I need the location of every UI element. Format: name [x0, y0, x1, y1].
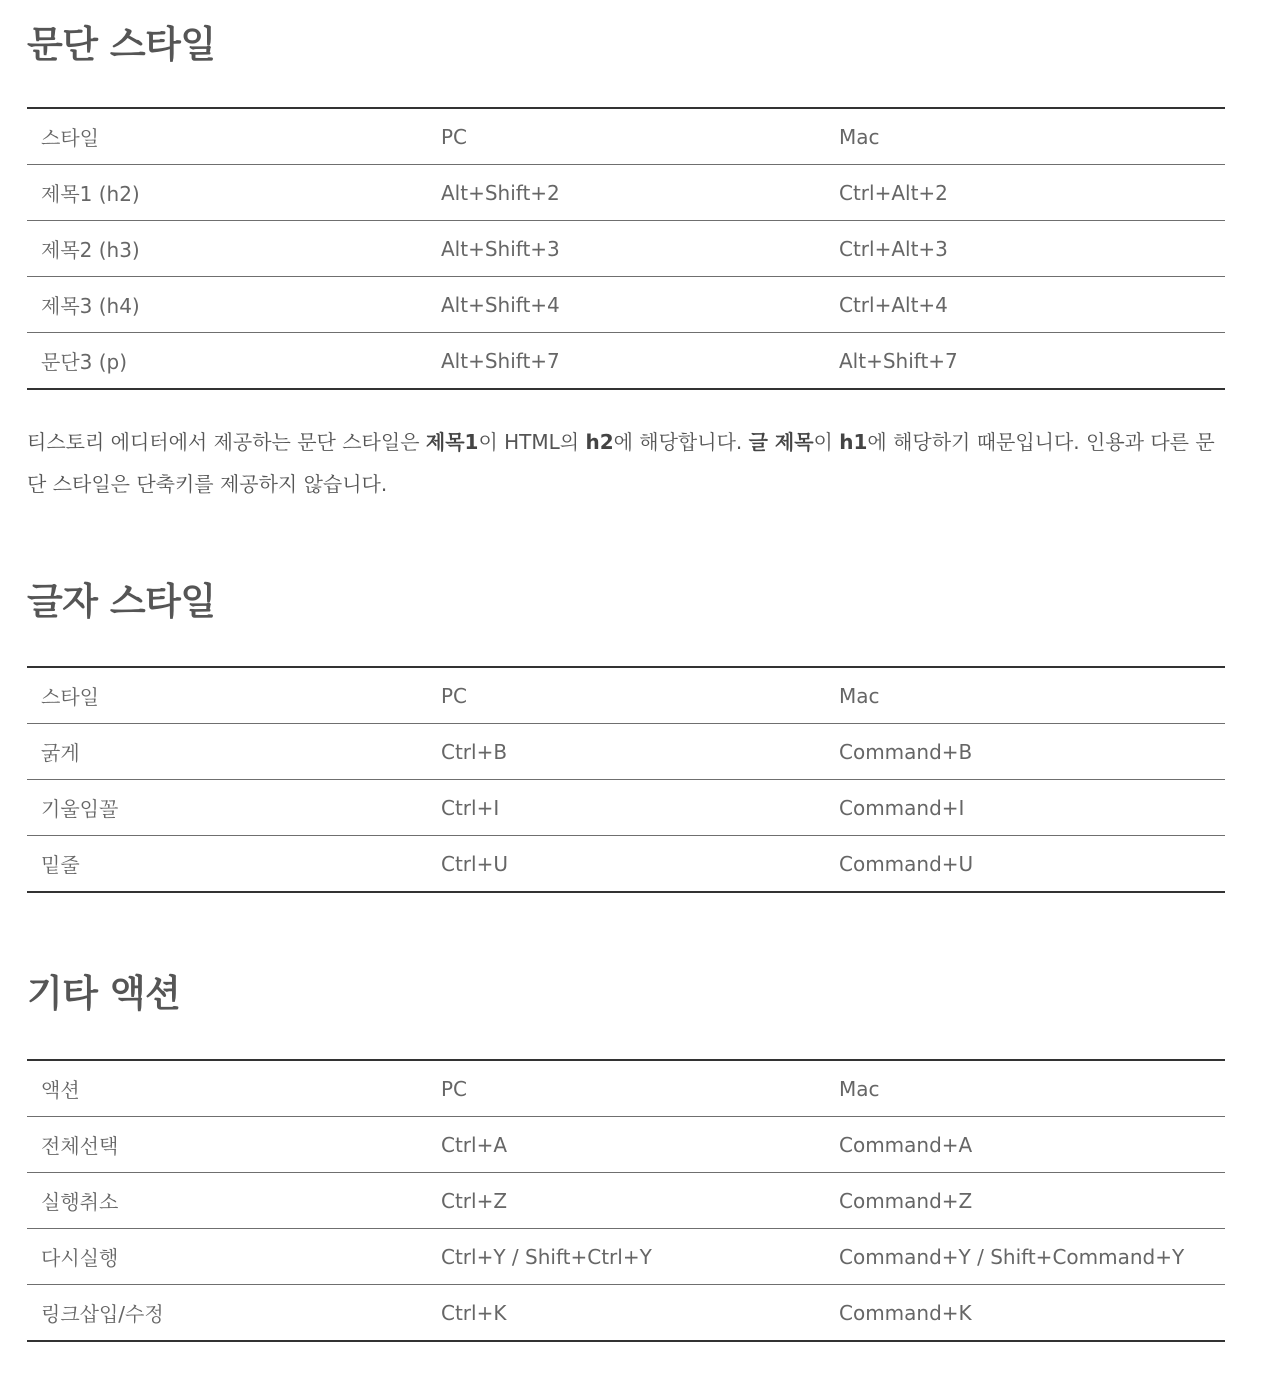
desc-text: 티스토리 에디터에서 제공하는 문단 스타일은 — [27, 430, 426, 454]
desc-bold: 제목1 — [425, 430, 479, 454]
table-cell: 제목1 (h2) — [27, 165, 427, 221]
text-style-table — [27, 666, 1225, 893]
paragraph-style-description — [27, 421, 1225, 505]
table-cell: Command+K — [825, 1285, 1225, 1342]
table-cell: Ctrl+Alt+2 — [825, 165, 1225, 221]
table-cell: Ctrl+I — [427, 780, 825, 836]
header-cell: PC — [427, 108, 825, 165]
table-cell: Command+U — [825, 836, 1225, 893]
header-cell: 스타일 — [27, 667, 427, 724]
section-title-text-style: 글자 스타일 — [27, 580, 216, 623]
table-cell: Command+Z — [825, 1173, 1225, 1229]
table-header-row — [27, 1060, 1225, 1117]
header-cell: Mac — [825, 1060, 1225, 1117]
table-cell: Alt+Shift+2 — [427, 165, 825, 221]
table-cell: Alt+Shift+4 — [427, 277, 825, 333]
table-row — [27, 277, 1225, 333]
table-cell: 제목2 (h3) — [27, 221, 427, 277]
table-cell: Ctrl+Z — [427, 1173, 825, 1229]
header-cell: PC — [427, 667, 825, 724]
table-header-row — [27, 667, 1225, 724]
table-cell: 다시실행 — [27, 1229, 427, 1285]
header-cell: 액션 — [27, 1060, 427, 1117]
table-cell: Command+I — [825, 780, 1225, 836]
table-cell: 실행취소 — [27, 1173, 427, 1229]
table-cell: Ctrl+Alt+3 — [825, 221, 1225, 277]
header-cell: Mac — [825, 667, 1225, 724]
table-row — [27, 221, 1225, 277]
desc-bold: 글 제목 — [748, 430, 814, 454]
table-cell: Command+B — [825, 724, 1225, 780]
table-row — [27, 1229, 1225, 1285]
table-cell: 제목3 (h4) — [27, 277, 427, 333]
header-cell: Mac — [825, 108, 1225, 165]
table-row — [27, 333, 1225, 390]
table-cell: Alt+Shift+3 — [427, 221, 825, 277]
table-cell: 링크삽입/수정 — [27, 1285, 427, 1342]
paragraph-style-table — [27, 107, 1225, 390]
header-cell: PC — [427, 1060, 825, 1117]
table-row — [27, 165, 1225, 221]
table-row — [27, 1285, 1225, 1342]
table-row — [27, 780, 1225, 836]
table-cell: Ctrl+U — [427, 836, 825, 893]
table-cell: 굵게 — [27, 724, 427, 780]
table-cell: Ctrl+Y / Shift+Ctrl+Y — [427, 1229, 825, 1285]
table-cell: 전체선택 — [27, 1117, 427, 1173]
section-title-paragraph-style: 문단 스타일 — [27, 23, 216, 66]
table-cell: 기울임꼴 — [27, 780, 427, 836]
desc-text: 이 — [813, 430, 840, 454]
table-row — [27, 1117, 1225, 1173]
other-actions-table — [27, 1059, 1225, 1342]
table-cell: Ctrl+K — [427, 1285, 825, 1342]
desc-text: 이 HTML의 — [478, 430, 586, 454]
desc-bold: h2 — [585, 430, 614, 454]
header-cell: 스타일 — [27, 108, 427, 165]
desc-text: 에 해당합니다. — [613, 430, 749, 454]
table-cell: Alt+Shift+7 — [825, 333, 1225, 390]
table-header-row — [27, 108, 1225, 165]
table-cell: Ctrl+A — [427, 1117, 825, 1173]
table-cell: 문단3 (p) — [27, 333, 427, 390]
table-row — [27, 724, 1225, 780]
table-row — [27, 836, 1225, 893]
desc-bold: h1 — [839, 430, 868, 454]
desc-text: 에 해당하기 때문입니다. 인용과 다른 문단 스타일은 단축키를 제공하지 않습니다. — [27, 430, 1215, 496]
table-row — [27, 1173, 1225, 1229]
table-cell: 밑줄 — [27, 836, 427, 893]
table-cell: Alt+Shift+7 — [427, 333, 825, 390]
table-cell: Ctrl+Alt+4 — [825, 277, 1225, 333]
table-cell: Command+Y / Shift+Command+Y — [825, 1229, 1225, 1285]
section-title-other-actions: 기타 액션 — [27, 972, 181, 1015]
table-cell: Command+A — [825, 1117, 1225, 1173]
table-cell: Ctrl+B — [427, 724, 825, 780]
